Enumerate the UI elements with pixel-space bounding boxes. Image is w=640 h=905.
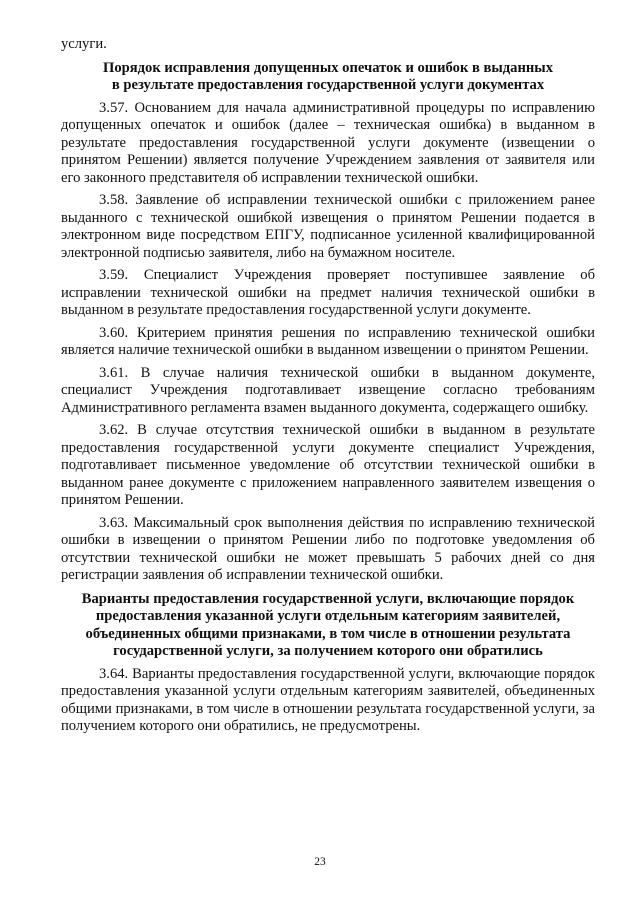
heading-line: предоставления указанной услуги отдельным категориям заявителей, xyxy=(95,608,561,624)
heading-line: Порядок исправления допущенных опечаток и ошибок в выданных xyxy=(103,59,553,76)
paragraph-3-64: 3.64. Варианты предоставления государственной услуги, включающие порядок предоставления указанной услуги отдельным категориям заявителей, объединенных общими признаками, в том числе в отношении результата государственной услуги, за получением которого они обратились, не предусмотрены. xyxy=(61,665,595,734)
page-number: 23 xyxy=(314,856,326,868)
heading-line: в результате предоставления государственной услуги документах xyxy=(111,77,545,93)
document-page xyxy=(61,36,595,736)
heading-line: объединенных общими признаками, в том числе в отношении результата xyxy=(85,625,571,642)
paragraph-3-57: 3.57. Основанием для начала административной процедуры по исправлению допущенных опечаток и ошибок (далее – техническая ошибка) в выданном в результате предоставления государственной услуги документе (извещении о принятом Решении) является получение Учреждением заявления от заявителя или его законного представителя об исправлении технической ошибки. xyxy=(61,99,595,186)
paragraph-3-58: 3.58. Заявление об исправлении технической ошибки с приложением ранее выданного с технической ошибкой извещения о принятом Решении подается в электронном виде посредством ЕПГУ, подписанное усиленной квалифицированной электронной подписью заявителя, либо на бумажном носителе. xyxy=(61,192,595,261)
paragraph-3-60: 3.60. Критерием принятия решения по исправлению технической ошибки является наличие технической ошибки в выданном извещении о принятом Решении. xyxy=(61,324,595,358)
continuation-text: услуги. xyxy=(61,36,107,52)
paragraph-3-62: 3.62. В случае отсутствия технической ошибки в выданном в результате предоставления государственной услуги документе специалист Учреждения, подготавливает письменное уведомление об отсутствии технической ошибки в выданном ранее документе с приложением направленного заявителем извещения о принятом Решении. xyxy=(61,422,595,508)
heading-line: государственной услуги, за получением которого они обратились xyxy=(113,643,543,659)
heading-line: Варианты предоставления государственной услуги, включающие порядок xyxy=(81,590,575,607)
section-heading-service-variants xyxy=(61,591,595,661)
paragraph-3-61: 3.61. В случае наличия технической ошибки в выданном документе, специалист Учреждения подготавливает извещение согласно требованиям Административного регламента взамен выданного документа, содержащего ошибку. xyxy=(61,364,595,416)
paragraph-3-59: 3.59. Специалист Учреждения проверяет поступившее заявление об исправлении технической ошибки на предмет наличия технической ошибки в выданном в результате предоставления государственной услуги документе. xyxy=(61,267,595,318)
paragraph-3-63: 3.63. Максимальный срок выполнения действия по исправлению технической ошибки в извещении о принятом Решении либо по подготовке уведомления об отсутствии технической ошибки не может превышать 5 рабочих дней со дня регистрации заявления об исправлении технической ошибки. xyxy=(61,514,595,583)
section-heading-error-correction xyxy=(61,60,595,95)
